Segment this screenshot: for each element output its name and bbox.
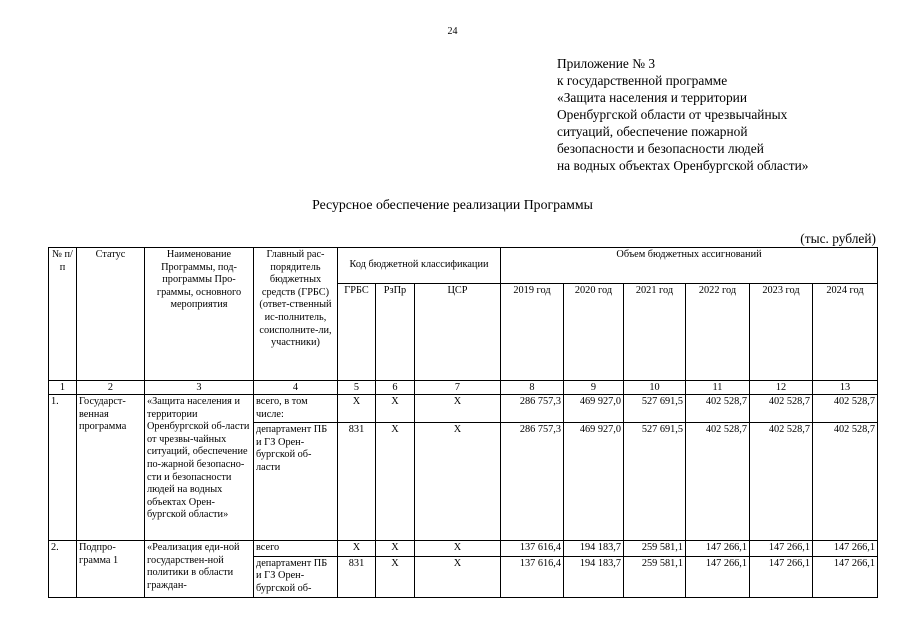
- header-volume-group: Объем бюджетных ассигнований: [501, 248, 878, 284]
- header-status: Статус: [77, 248, 145, 381]
- header-year: 2023 год: [750, 284, 813, 381]
- row-value: 286 757,3: [501, 395, 564, 423]
- appendix-line: ситуаций, обеспечение пожарной: [557, 124, 748, 139]
- column-number: 11: [686, 381, 750, 395]
- table-row: [49, 395, 878, 423]
- row-num: 1.: [49, 395, 77, 541]
- column-number: 5: [338, 381, 376, 395]
- row-value: 402 528,7: [813, 395, 878, 423]
- row-value: 402 528,7: [750, 423, 813, 541]
- resource-table: [48, 247, 878, 598]
- column-number: 8: [501, 381, 564, 395]
- row-value: 402 528,7: [686, 423, 750, 541]
- header-year: 2022 год: [686, 284, 750, 381]
- units-label: (тыс. рублей): [800, 231, 876, 246]
- column-number: 13: [813, 381, 878, 395]
- row-value: 137 616,4: [501, 541, 564, 557]
- row-value: 194 183,7: [564, 541, 624, 557]
- row-grbs-main: департамент ПБ и ГЗ Орен-бургской об-ласти: [254, 423, 338, 541]
- appendix-line: «Защита населения и территории: [557, 90, 748, 105]
- row-value: 469 927,0: [564, 395, 624, 423]
- header-name: Наименование Программы, под-программы Про-граммы, основного мероприятия: [145, 248, 254, 381]
- column-number: 12: [750, 381, 813, 395]
- column-number: 4: [254, 381, 338, 395]
- column-number: 9: [564, 381, 624, 395]
- row-value: 147 266,1: [750, 541, 813, 557]
- row-name: «Защита населения и территории Оренбургской об-ласти от чрезвы-чайных ситуаций, обеспечение по-жарной безопасно-сти и безопасности людей на водных объектах Орен-бургской области»: [145, 395, 254, 541]
- row-value: 402 528,7: [813, 423, 878, 541]
- row-num: 2.: [49, 541, 77, 597]
- page-number: 24: [447, 26, 458, 37]
- row-value: 286 757,3: [501, 423, 564, 541]
- row-rzpr: X: [376, 395, 415, 423]
- row-csr: X: [415, 541, 501, 557]
- row-rzpr: X: [376, 423, 415, 541]
- column-number: 10: [624, 381, 686, 395]
- row-value: 527 691,5: [624, 395, 686, 423]
- row-value: 527 691,5: [624, 423, 686, 541]
- header-csr: ЦСР: [415, 284, 501, 381]
- header-year: 2024 год: [813, 284, 878, 381]
- appendix-line: Оренбургской области от чрезвычайных: [557, 107, 788, 122]
- table-row: [49, 541, 878, 557]
- appendix-block: [557, 55, 809, 174]
- column-number: 1: [49, 381, 77, 395]
- appendix-line: к государственной программе: [557, 73, 728, 88]
- row-csr: X: [415, 395, 501, 423]
- column-number: 7: [415, 381, 501, 395]
- row-grbs-main: всего: [254, 541, 338, 557]
- row-status: Государст-венная программа: [77, 395, 145, 541]
- row-value: 194 183,7: [564, 556, 624, 597]
- row-rzpr: X: [376, 556, 415, 597]
- column-number-row: [49, 381, 878, 395]
- row-name: «Реализация еди-ной государствен-ной политики в области граждан-: [145, 541, 254, 597]
- row-rzpr: X: [376, 541, 415, 557]
- row-value: 147 266,1: [813, 556, 878, 597]
- row-grbs-main: всего, в том числе:: [254, 395, 338, 423]
- column-number: 3: [145, 381, 254, 395]
- row-grbs: 831: [338, 423, 376, 541]
- row-value: 147 266,1: [750, 556, 813, 597]
- row-value: 402 528,7: [686, 395, 750, 423]
- header-year: 2019 год: [501, 284, 564, 381]
- column-number: 6: [376, 381, 415, 395]
- row-csr: X: [415, 556, 501, 597]
- row-value: 259 581,1: [624, 556, 686, 597]
- row-status: Подпро-грамма 1: [77, 541, 145, 597]
- row-grbs: X: [338, 395, 376, 423]
- row-value: 469 927,0: [564, 423, 624, 541]
- row-csr: X: [415, 423, 501, 541]
- header-num: № п/п: [49, 248, 77, 381]
- header-year: 2021 год: [624, 284, 686, 381]
- row-value: 147 266,1: [686, 541, 750, 557]
- row-grbs-main: департамент ПБ и ГЗ Орен-бургской об-: [254, 556, 338, 597]
- row-value: 147 266,1: [686, 556, 750, 597]
- appendix-line: безопасности и безопасности людей: [557, 141, 764, 156]
- appendix-line: на водных объектах Оренбургской области»: [557, 158, 809, 173]
- header-grbs-main: Главный рас-порядитель бюджетных средств (ГРБС) (ответ-ственный ис-полнитель, соисполните-ли, участники): [254, 248, 338, 381]
- row-value: 137 616,4: [501, 556, 564, 597]
- appendix-line: Приложение № 3: [557, 56, 656, 71]
- row-grbs: X: [338, 541, 376, 557]
- header-grbs: ГРБС: [338, 284, 376, 381]
- row-value: 259 581,1: [624, 541, 686, 557]
- document-title: Ресурсное обеспечение реализации Программы: [312, 197, 593, 212]
- column-number: 2: [77, 381, 145, 395]
- header-year: 2020 год: [564, 284, 624, 381]
- header-code-group: Код бюджетной классификации: [338, 248, 501, 284]
- row-value: 402 528,7: [750, 395, 813, 423]
- row-grbs: 831: [338, 556, 376, 597]
- row-value: 147 266,1: [813, 541, 878, 557]
- header-rzpr: РзПр: [376, 284, 415, 381]
